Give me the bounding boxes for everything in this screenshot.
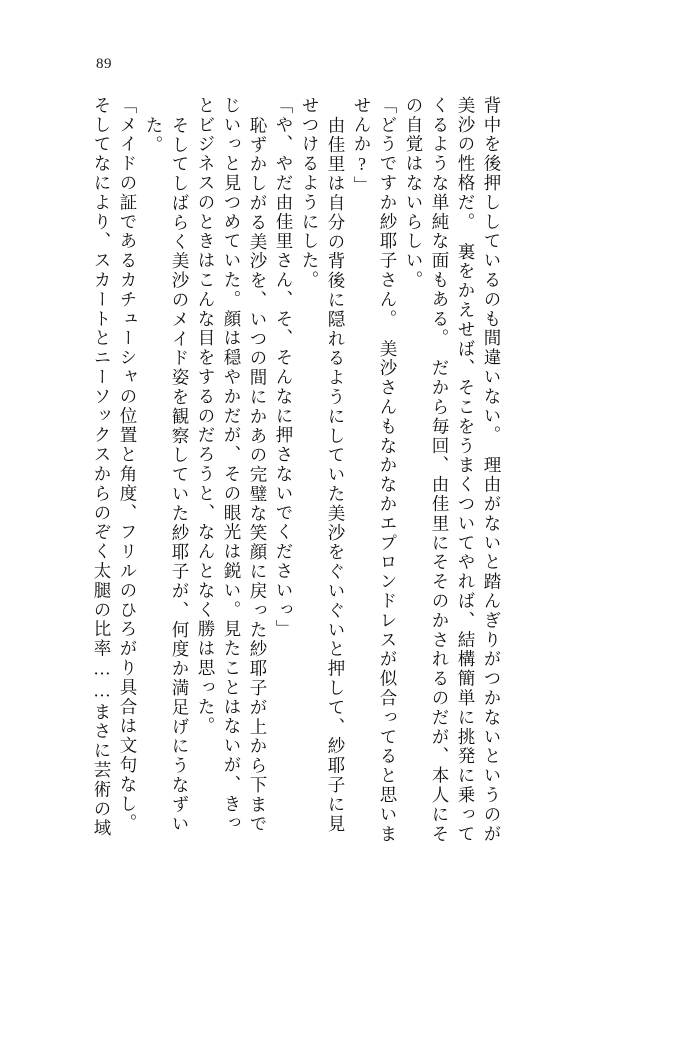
text-column: そしてなにより、スカートとニーソックスからのぞく太腿の比率……まさに芸術の域	[92, 96, 112, 839]
text-column: とビジネスのときはこんな目をするのだろうと、なんとなく勝は思った。	[196, 96, 216, 737]
text-column: 恥ずかしがる美沙を、いつの間にかあの完璧な笑顔に戻った紗耶子が上から下まで	[248, 116, 268, 834]
page-text-body	[84, 96, 614, 976]
text-column: 背中を後押ししているのも間違いない。 理由がないと踏んぎりがつかないというのが	[482, 96, 502, 844]
text-column: せんか?」	[352, 96, 372, 196]
text-column: た。	[144, 116, 164, 155]
text-column: 美沙の性格だ。 裏をかえせば、そこをうまくついてやれば、結構簡単に挑発に乗って	[456, 96, 476, 844]
text-column: の自覚はないらしい。	[404, 96, 424, 290]
text-column: 由佳里は自分の背後に隠れるようにしていた美沙をぐいぐいと押して、紗耶子に見	[326, 116, 346, 834]
text-column: せつけるようにした。	[300, 96, 320, 290]
text-column: くるような単純な面もある。 だから毎回、由佳里にそそのかされるのだが、本人にそ	[430, 96, 450, 844]
text-column: 「どうですか紗耶子さん。 美沙さんもなかなかエプロンドレスが似合ってると思いま	[378, 96, 398, 844]
text-column: 「や、やだ由佳里さん、そ、そんなに押さないでくださいっ」	[274, 96, 294, 640]
text-column: そしてしばらく美沙のメイド姿を観察していた紗耶子が、何度か満足げにうなずい	[170, 116, 190, 834]
page-number: 89	[96, 56, 112, 72]
text-column: 「メイドの証であるカチューシャの位置と角度、フリルのひろがり具合は文句なし。	[118, 96, 138, 834]
text-column: じいっと見つめていた。顔は穏やかだが、その眼光は鋭い。見たことはないが、きっ	[222, 96, 242, 834]
